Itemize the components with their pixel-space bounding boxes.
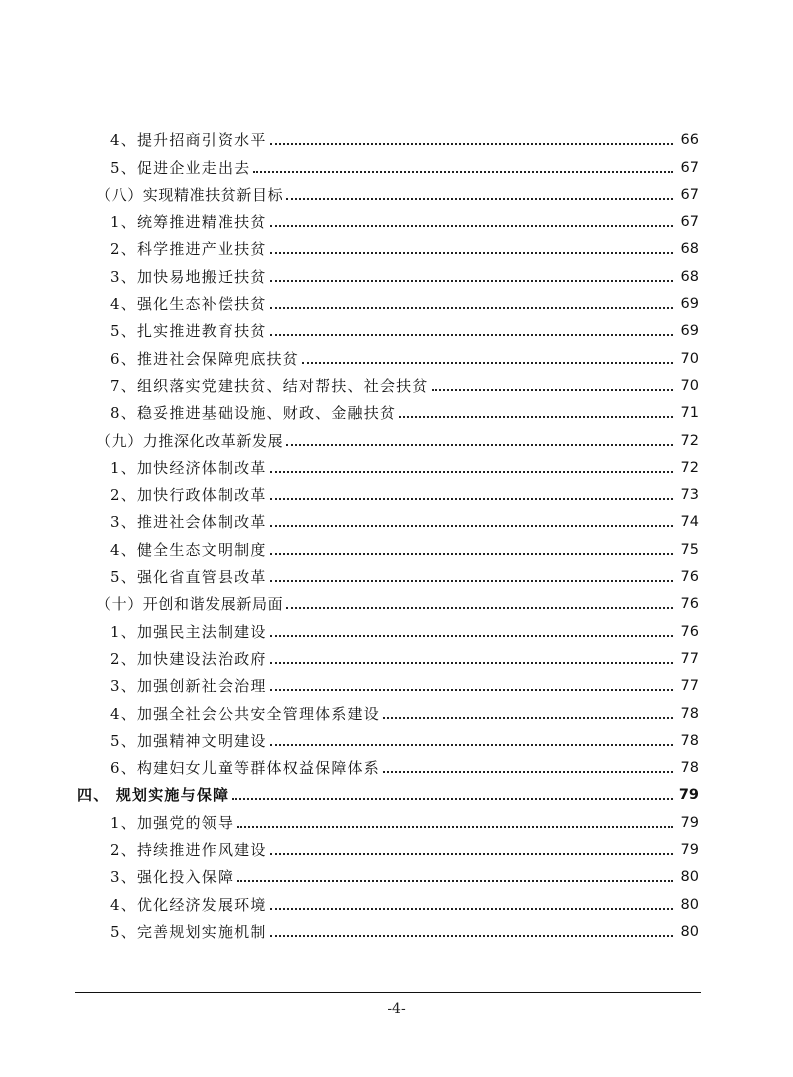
toc-page-number: 72 bbox=[680, 432, 699, 449]
toc-page-number: 70 bbox=[680, 377, 699, 394]
toc-item-row[interactable] bbox=[0, 696, 793, 723]
toc-item-row[interactable] bbox=[0, 614, 793, 641]
toc-entry-title: 3、强化投入保障 bbox=[110, 868, 235, 887]
toc-page-number: 76 bbox=[680, 569, 699, 586]
toc-item-row[interactable] bbox=[0, 396, 793, 423]
toc-item-row[interactable] bbox=[0, 669, 793, 696]
toc-item-row[interactable] bbox=[0, 478, 793, 505]
toc-page-number: 72 bbox=[680, 459, 699, 476]
toc-page-number: 68 bbox=[680, 268, 699, 285]
dot-leader bbox=[253, 171, 673, 173]
toc-chapter-row[interactable] bbox=[0, 778, 793, 805]
toc-entry-title: 8、稳妥推进基础设施、财政、金融扶贫 bbox=[110, 404, 397, 423]
toc-item-row[interactable] bbox=[0, 287, 793, 314]
toc-entry-title: 5、加强精神文明建设 bbox=[110, 731, 267, 750]
dot-leader bbox=[232, 798, 673, 800]
dot-leader bbox=[270, 498, 673, 500]
toc-item-row[interactable] bbox=[0, 205, 793, 232]
table-of-contents bbox=[0, 123, 793, 942]
toc-entry-title: 5、促进企业走出去 bbox=[110, 158, 251, 177]
toc-entry-title: 2、加快行政体制改革 bbox=[110, 486, 267, 505]
toc-entry-title: 1、统筹推进精准扶贫 bbox=[110, 213, 267, 232]
toc-page-number: 70 bbox=[680, 350, 699, 367]
toc-page-number: 67 bbox=[680, 186, 699, 203]
toc-section-row[interactable] bbox=[0, 178, 793, 205]
toc-entry-title: 6、构建妇女儿童等群体权益保障体系 bbox=[110, 759, 380, 778]
toc-item-row[interactable] bbox=[0, 724, 793, 751]
toc-item-row[interactable] bbox=[0, 805, 793, 832]
toc-item-row[interactable] bbox=[0, 341, 793, 368]
dot-leader bbox=[270, 307, 673, 309]
toc-entry-title: 1、加强民主法制建设 bbox=[110, 622, 267, 641]
toc-item-row[interactable] bbox=[0, 887, 793, 914]
toc-item-row[interactable] bbox=[0, 123, 793, 150]
dot-leader bbox=[270, 635, 673, 637]
toc-page-number: 80 bbox=[680, 869, 699, 886]
toc-entry-title: 5、完善规划实施机制 bbox=[110, 922, 267, 941]
toc-page-number: 78 bbox=[680, 705, 699, 722]
toc-page-number: 79 bbox=[680, 842, 699, 859]
dot-leader bbox=[270, 334, 673, 336]
toc-entry-title: 2、科学推进产业扶贫 bbox=[110, 240, 267, 259]
toc-page-number: 67 bbox=[680, 214, 699, 231]
toc-entry-title: 3、推进社会体制改革 bbox=[110, 513, 267, 532]
toc-page-number: 69 bbox=[680, 323, 699, 340]
dot-leader bbox=[270, 935, 673, 937]
toc-page-number: 68 bbox=[680, 241, 699, 258]
dot-leader bbox=[432, 389, 673, 391]
toc-item-row[interactable] bbox=[0, 532, 793, 559]
dot-leader bbox=[383, 717, 673, 719]
dot-leader bbox=[270, 689, 673, 691]
toc-item-row[interactable] bbox=[0, 259, 793, 286]
toc-entry-title: 四、 规划实施与保障 bbox=[77, 786, 230, 805]
toc-page-number: 71 bbox=[680, 405, 699, 422]
toc-entry-title: 3、加强创新社会治理 bbox=[110, 677, 267, 696]
toc-section-row[interactable] bbox=[0, 423, 793, 450]
page-number: -4- bbox=[387, 1001, 406, 1017]
toc-item-row[interactable] bbox=[0, 642, 793, 669]
dot-leader bbox=[286, 607, 673, 609]
toc-entry-title: 7、组织落实党建扶贫、结对帮扶、社会扶贫 bbox=[110, 376, 429, 395]
toc-page-number: 76 bbox=[680, 596, 699, 613]
dot-leader bbox=[383, 771, 673, 773]
toc-page-number: 80 bbox=[680, 896, 699, 913]
toc-item-row[interactable] bbox=[0, 314, 793, 341]
dot-leader bbox=[270, 553, 673, 555]
toc-item-row[interactable] bbox=[0, 232, 793, 259]
toc-entry-title: （九）力推深化改革新发展 bbox=[96, 431, 284, 450]
dot-leader bbox=[270, 662, 673, 664]
toc-page-number: 79 bbox=[678, 787, 699, 804]
toc-page-number: 67 bbox=[680, 159, 699, 176]
dot-leader bbox=[270, 143, 673, 145]
toc-page-number: 78 bbox=[680, 732, 699, 749]
toc-page-number: 77 bbox=[680, 678, 699, 695]
toc-entry-title: 5、强化省直管县改革 bbox=[110, 568, 267, 587]
toc-item-row[interactable] bbox=[0, 751, 793, 778]
toc-page-number: 74 bbox=[680, 514, 699, 531]
toc-entry-title: 1、加强党的领导 bbox=[110, 813, 235, 832]
toc-page-number: 79 bbox=[680, 814, 699, 831]
toc-item-row[interactable] bbox=[0, 915, 793, 942]
toc-item-row[interactable] bbox=[0, 833, 793, 860]
dot-leader bbox=[270, 580, 673, 582]
toc-page-number: 77 bbox=[680, 650, 699, 667]
toc-entry-title: （十）开创和谐发展新局面 bbox=[96, 595, 284, 614]
dot-leader bbox=[270, 525, 673, 527]
toc-entry-title: 4、提升招商引资水平 bbox=[110, 131, 267, 150]
toc-entry-title: 6、推进社会保障兜底扶贫 bbox=[110, 349, 299, 368]
toc-entry-title: 3、加快易地搬迁扶贫 bbox=[110, 267, 267, 286]
toc-item-row[interactable] bbox=[0, 369, 793, 396]
dot-leader bbox=[270, 853, 673, 855]
toc-section-row[interactable] bbox=[0, 587, 793, 614]
dot-leader bbox=[237, 880, 673, 882]
dot-leader bbox=[270, 744, 673, 746]
dot-leader bbox=[302, 362, 673, 364]
dot-leader bbox=[270, 280, 673, 282]
toc-entry-title: （八）实现精准扶贫新目标 bbox=[96, 185, 284, 204]
dot-leader bbox=[286, 444, 673, 446]
toc-entry-title: 2、加快建设法治政府 bbox=[110, 649, 267, 668]
dot-leader bbox=[270, 225, 673, 227]
toc-entry-title: 5、扎实推进教育扶贫 bbox=[110, 322, 267, 341]
toc-item-row[interactable] bbox=[0, 451, 793, 478]
toc-page-number: 78 bbox=[680, 760, 699, 777]
toc-entry-title: 4、加强全社会公共安全管理体系建设 bbox=[110, 704, 380, 723]
toc-page-number: 73 bbox=[680, 487, 699, 504]
toc-entry-title: 4、健全生态文明制度 bbox=[110, 540, 267, 559]
toc-item-row[interactable] bbox=[0, 560, 793, 587]
toc-page-number: 80 bbox=[680, 923, 699, 940]
toc-item-row[interactable] bbox=[0, 150, 793, 177]
toc-entry-title: 4、优化经济发展环境 bbox=[110, 895, 267, 914]
toc-entry-title: 2、持续推进作风建设 bbox=[110, 841, 267, 860]
toc-entry-title: 4、强化生态补偿扶贫 bbox=[110, 295, 267, 314]
dot-leader bbox=[237, 826, 673, 828]
toc-page-number: 66 bbox=[680, 132, 699, 149]
dot-leader bbox=[399, 416, 673, 418]
toc-page-number: 69 bbox=[680, 296, 699, 313]
dot-leader bbox=[270, 471, 673, 473]
dot-leader bbox=[270, 908, 673, 910]
dot-leader bbox=[270, 252, 673, 254]
toc-item-row[interactable] bbox=[0, 505, 793, 532]
toc-page-number: 75 bbox=[680, 541, 699, 558]
footer-divider bbox=[75, 992, 701, 993]
toc-entry-title: 1、加快经济体制改革 bbox=[110, 458, 267, 477]
toc-item-row[interactable] bbox=[0, 860, 793, 887]
toc-page-number: 76 bbox=[680, 623, 699, 640]
dot-leader bbox=[286, 198, 673, 200]
